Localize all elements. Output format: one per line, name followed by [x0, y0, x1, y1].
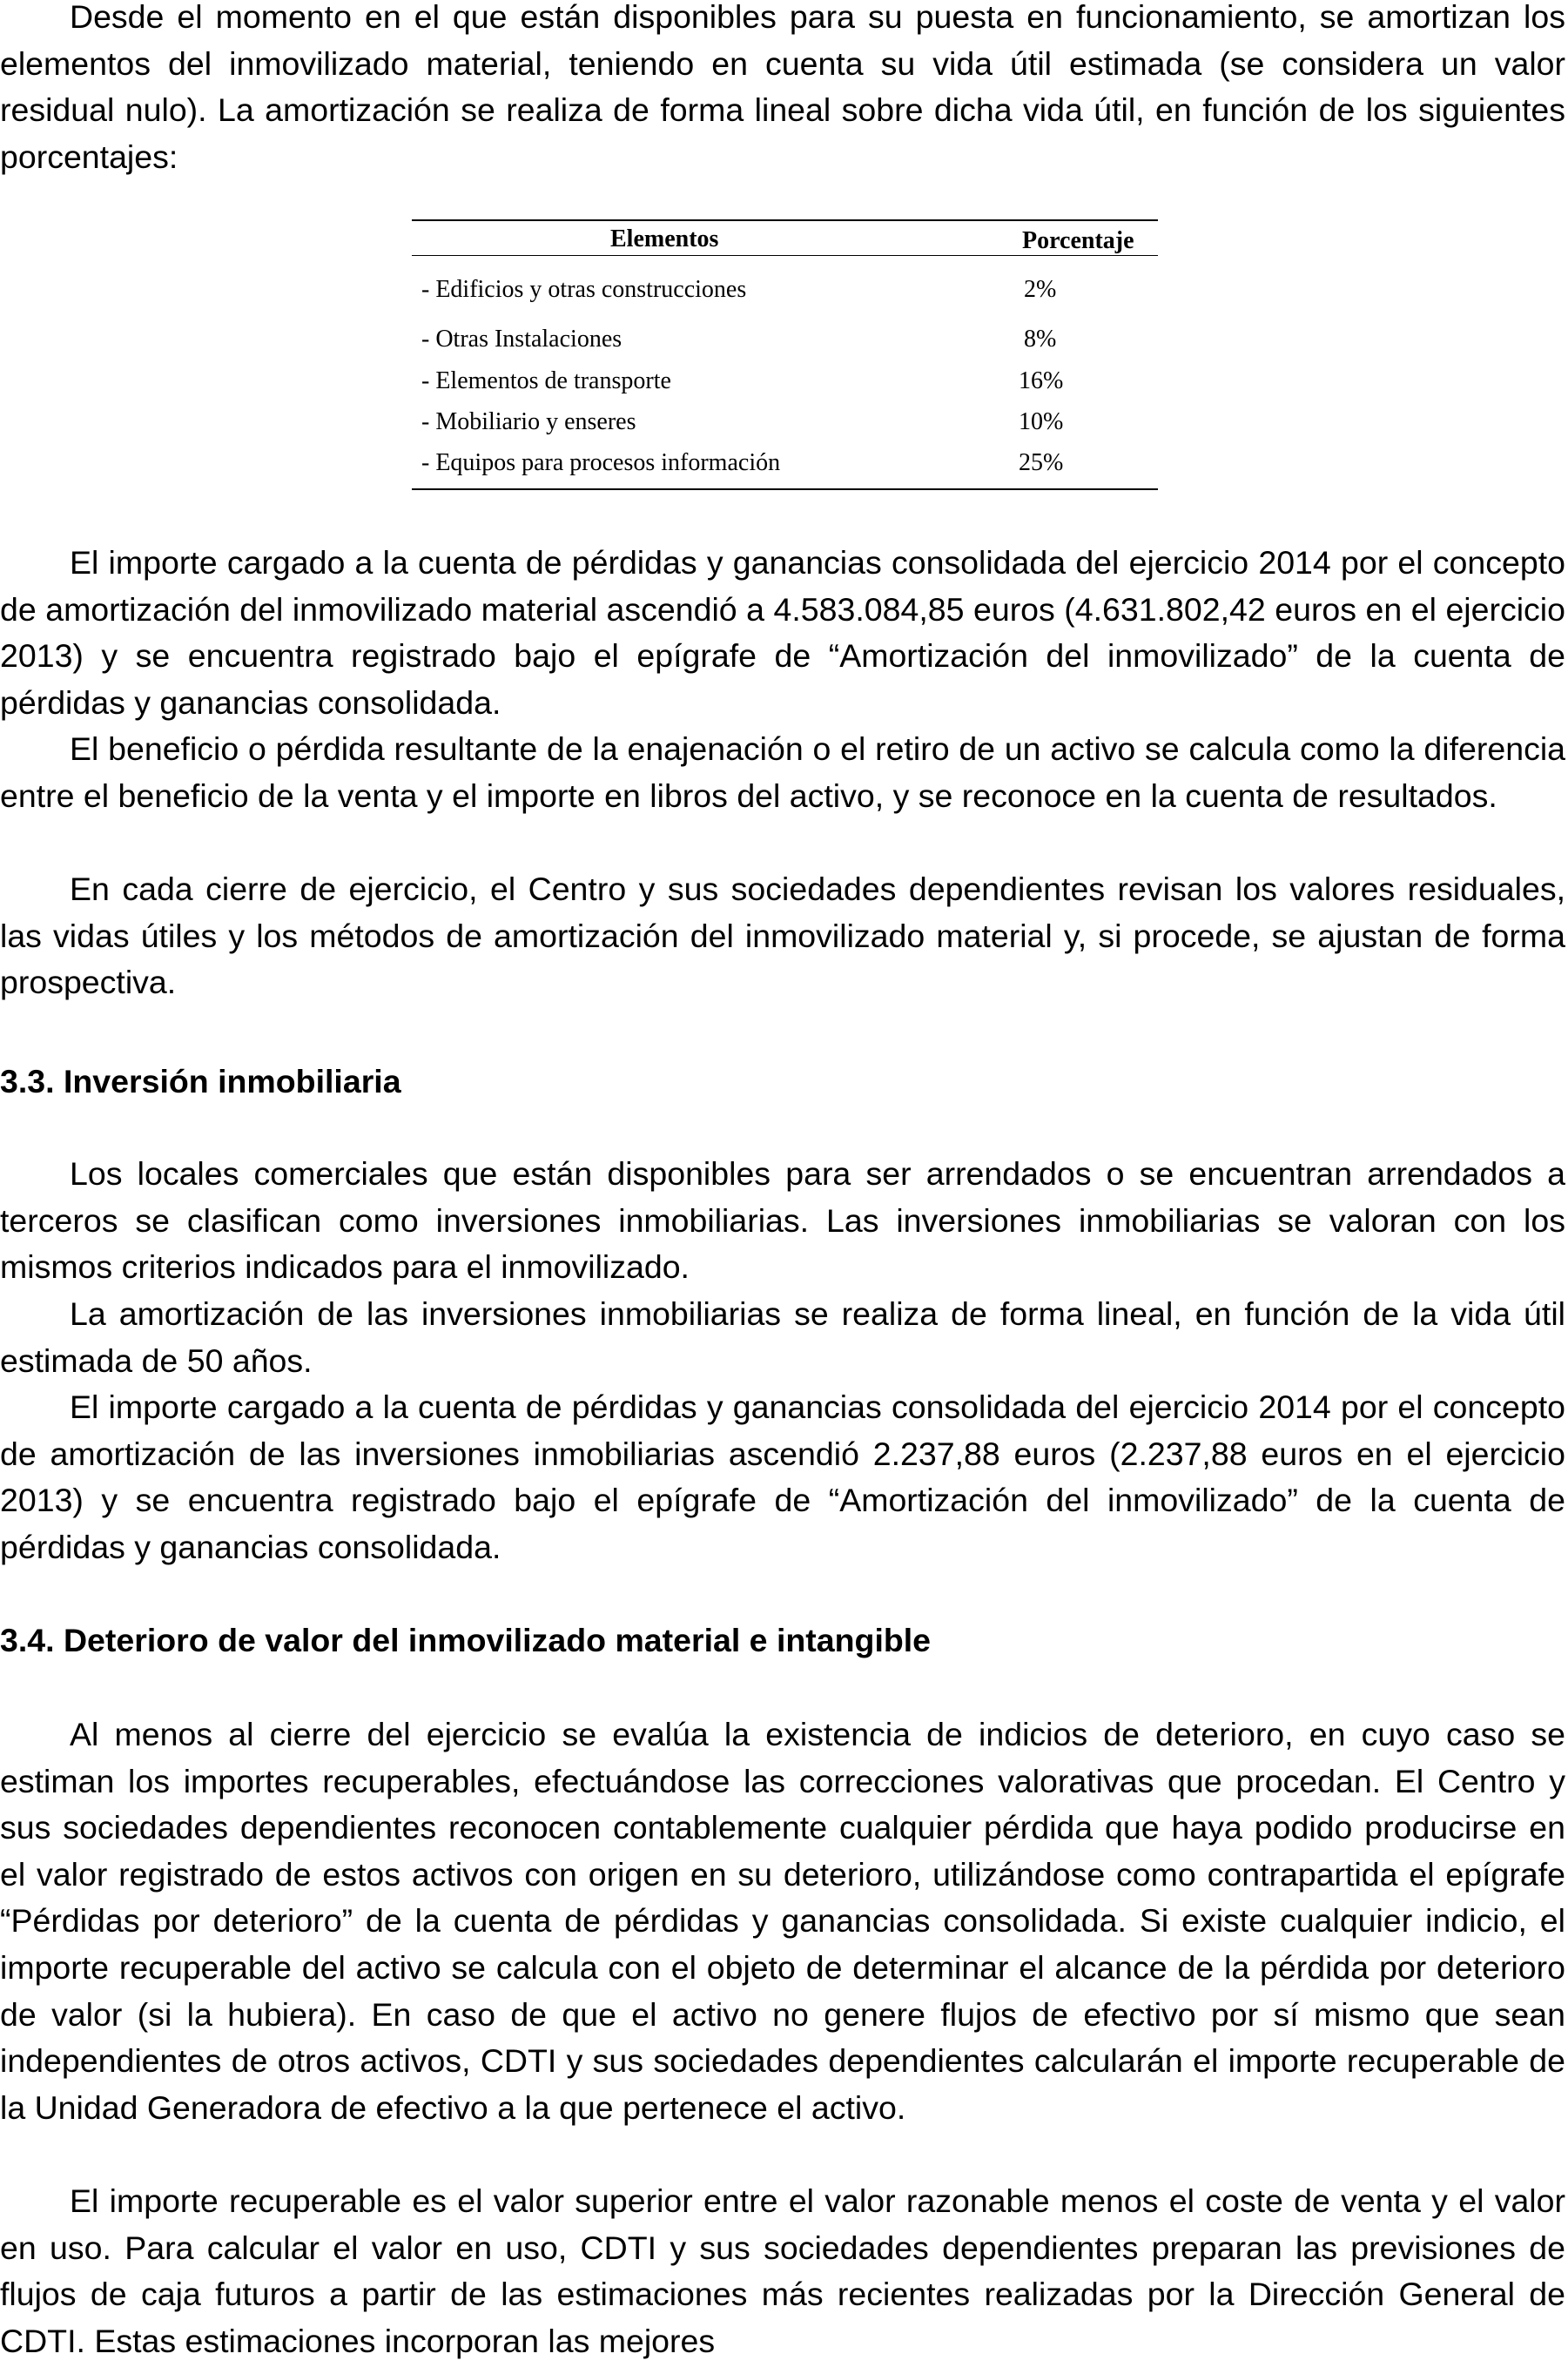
paragraph-investment-amount: El importe cargado a la cuenta de pérdidas y ganancias consolidada del ejercicio 2014 por el concepto de amortización de las inversiones inmobiliarias ascendió 2.237,88 euros (2.237,88 euros en el ejercicio 2013) y se encuentra registrado bajo el epígrafe de “Amortización del inmovilizado” de la cuenta de pérdidas y ganancias consolidada.: [0, 1389, 1565, 1565]
table-bottom-rule: [412, 488, 1158, 490]
paragraph-investment-amortization: La amortización de las inversiones inmobiliarias se realiza de forma lineal, en función de la vida útil estimada de 50 años.: [0, 1295, 1565, 1379]
heading-section-3-4: 3.4. Deterioro de valor del inmovilizado material e intangible: [0, 1622, 932, 1658]
paragraph-annual-review: En cada cierre de ejercicio, el Centro y sus sociedades dependientes revisan los valores residuales, las vidas útiles y los métodos de amortización del inmovilizado material y, si procede, se ajustan de forma prospectiva.: [0, 871, 1565, 1001]
paragraph-recoverable-amount: El importe recuperable es el valor superior entre el valor razonable menos el coste de venta y el valor en uso. Para calcular el valor en uso, CDTI y sus sociedades dependientes preparan las previsiones de flujos de caja futuros a partir de las estimaciones más recientes realizadas por la Dirección General de CDTI. Estas estimaciones incorporan las mejores: [0, 2182, 1565, 2359]
table-row-elemento: - Otras Instalaciones: [421, 326, 622, 353]
table-row-porcentaje: 25%: [1019, 449, 1064, 476]
paragraph-investment-property: Los locales comerciales que están disponibles para ser arrendados o se encuentran arrendados a terceros se clasifican como inversiones inmobiliarias. Las inversiones inmobiliarias se valoran con los mismos criterios indicados para el inmovilizado.: [0, 1155, 1565, 1286]
table-row-porcentaje: 10%: [1019, 408, 1064, 435]
table-row-elemento: - Mobiliario y enseres: [421, 408, 636, 435]
table-row-porcentaje: 8%: [1024, 326, 1057, 353]
paragraph-amortization-intro: Desde el momento en el que están disponibles para su puesta en funcionamiento, se amortizan los elementos del inmovilizado material, teniendo en cuenta su vida útil estimada (se considera un valor residual nulo). La amortización se realiza de forma lineal sobre dicha vida útil, en función de los siguientes porcentajes:: [0, 0, 1565, 175]
table-row-elemento: - Elementos de transporte: [421, 367, 671, 394]
table-header-elementos: Elementos: [610, 225, 719, 252]
paragraph-amortization-amount: El importe cargado a la cuenta de pérdidas y ganancias consolidada del ejercicio 2014 por el concepto de amortización del inmovilizado material ascendió a 4.583.084,85 euros (4.631.802,42 euros en el ejercicio 2013) y se encuentra registrado bajo el epígrafe de “Amortización del inmovilizado” de la cuenta de pérdidas y ganancias consolidada.: [0, 544, 1565, 721]
paragraph-impairment: Al menos al cierre del ejercicio se evalúa la existencia de indicios de deterioro, en cuyo caso se estiman los importes recuperables, efectuándose las correcciones valorativas que procedan. El Centro y sus sociedades dependientes reconocen contablemente cualquier pérdida que haya podido producirse en el valor registrado de estos activos con origen en su deterioro, utilizándose como contrapartida el epígrafe “Pérdidas por deterioro” de la cuenta de pérdidas y ganancias consolidada. Si existe cualquier indicio, el importe recuperable del activo se calcula con el objeto de determinar el alcance de la pérdida por deterioro de valor (si la hubiera). En caso de que el activo no genere flujos de efectivo por sí mismo que sean independientes de otros activos, CDTI y sus sociedades dependientes calcularán el importe recuperable de la Unidad Generadora de efectivo a la que pertenece el activo.: [0, 1716, 1565, 2126]
table-row-porcentaje: 16%: [1019, 367, 1064, 394]
table-header-rule: [412, 255, 1158, 256]
table-header-porcentaje: Porcentaje: [1022, 227, 1134, 254]
table-top-rule: [412, 219, 1158, 221]
paragraph-asset-disposal: El beneficio o pérdida resultante de la enajenación o el retiro de un activo se calcula como la diferencia entre el beneficio de la venta y el importe en libros del activo, y se reconoce en la cuenta de resultados.: [0, 730, 1565, 814]
table-row-porcentaje: 2%: [1024, 276, 1057, 303]
table-row-elemento: - Edificios y otras construcciones: [421, 276, 747, 303]
table-row-elemento: - Equipos para procesos información: [421, 449, 781, 476]
heading-section-3-3: 3.3. Inversión inmobiliaria: [0, 1063, 401, 1099]
